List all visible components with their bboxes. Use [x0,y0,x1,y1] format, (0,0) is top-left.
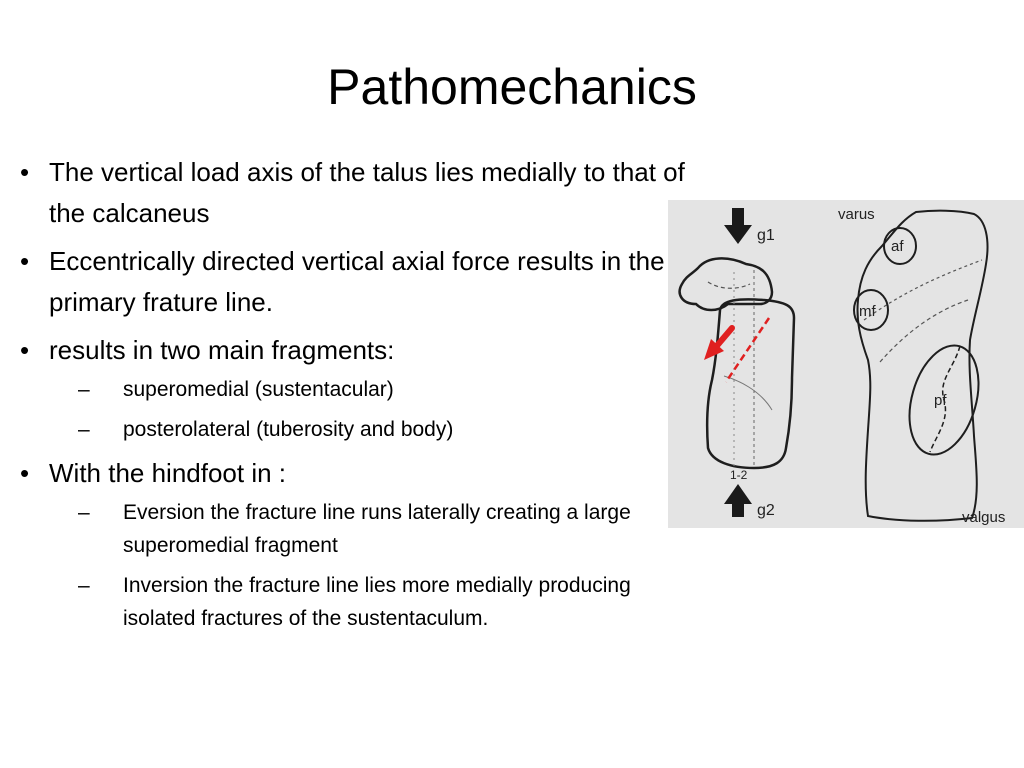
pf-label: pf [934,392,947,409]
sub-bullet-list [49,496,690,635]
bullet-text: Eccentrically directed vertical axial force results in the primary frature line. [49,246,665,317]
g1-arrow-icon [724,208,752,244]
bullet-list [20,152,690,635]
bullet-item [20,453,690,635]
af-label: af [891,238,904,255]
valgus-label: valgus [962,509,1006,526]
sub-bullet-item: – posterolateral (tuberosity and body) [78,413,690,446]
calcaneus-outline [707,299,794,468]
varus-label: varus [838,206,875,223]
bullet-text: results in two main fragments: [49,335,395,365]
g2-label: g2 [757,502,775,519]
calcaneus-top-outline [857,211,987,521]
bullet-item [20,152,690,234]
bullet-text: With the hindfoot in : [49,458,287,488]
sub-bullet-item: – Inversion the fracture line lies more medially producing isolated fractures of the sustentaculum. [78,569,690,635]
bullet-item [20,330,690,446]
sub-bullet-item: – Eversion the fracture line runs laterally creating a large superomedial fragment [78,496,690,562]
axis-label: 1-2 [730,468,748,482]
calcaneus-fracture-diagram [668,200,1024,528]
sub-bullet-list [49,373,690,446]
bullet-text: The vertical load axis of the talus lies medially to that of the calcaneus [49,157,685,228]
mf-label: mf [859,303,876,320]
diagram-svg [668,200,1024,528]
slide-title: Pathomechanics [327,59,697,115]
bullet-item [20,241,690,323]
sub-bullet-item: – superomedial (sustentacular) [78,373,690,406]
g2-arrow-icon [724,484,752,517]
g1-label: g1 [757,227,775,244]
